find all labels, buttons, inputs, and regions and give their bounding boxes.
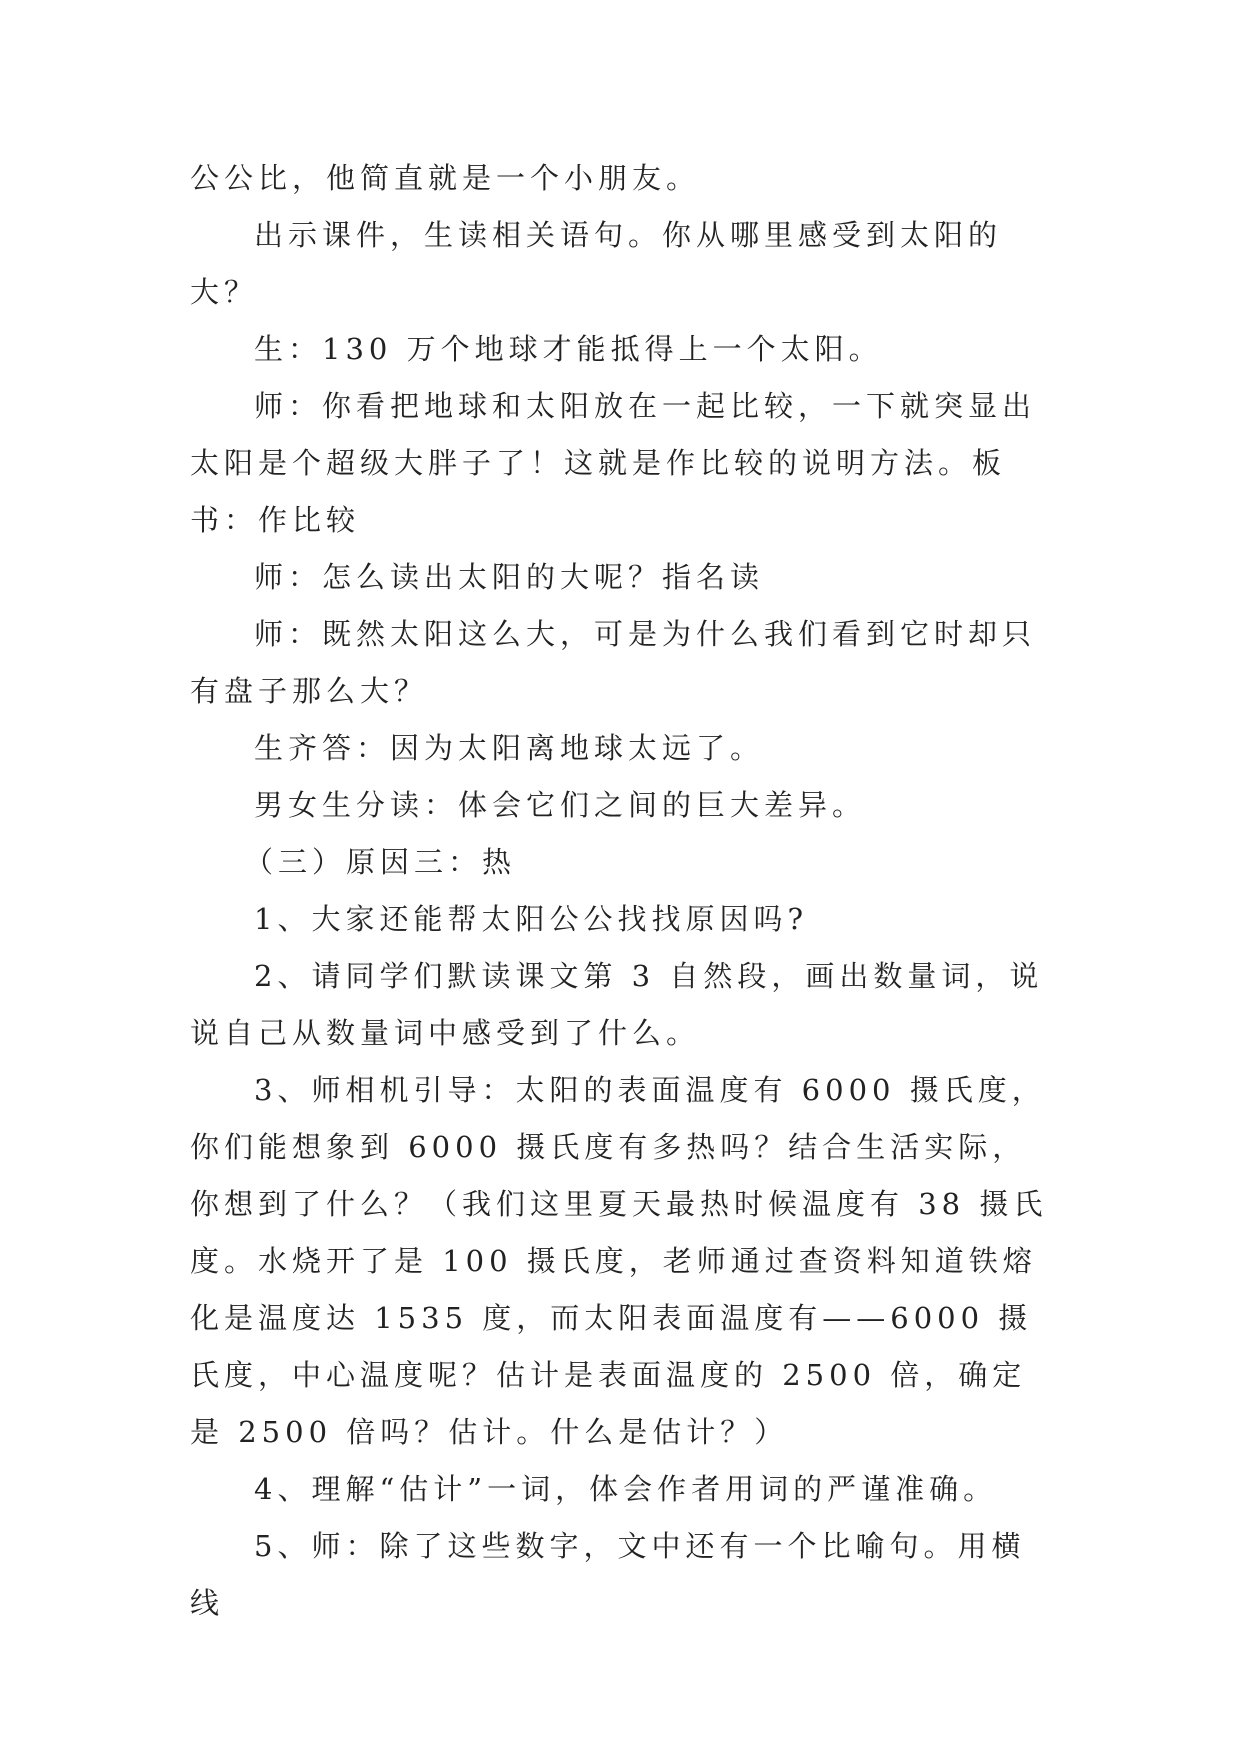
paragraph-6: 师：既然太阳这么大，可是为什么我们看到它时却只有盘子那么大？: [190, 617, 1037, 708]
paragraph-7: 生齐答：因为太阳离地球太远了。: [254, 731, 765, 765]
paragraph-3: 生：130 万个地球才能抵得上一个太阳。: [254, 332, 883, 366]
section-heading: （三）原因三：热: [244, 845, 517, 879]
paragraph-1: 公公比，他简直就是一个小朋友。: [190, 161, 701, 195]
document-body: [190, 150, 1050, 1632]
paragraph-8: 男女生分读：体会它们之间的巨大差异。: [254, 788, 867, 822]
paragraph-14: 5、师：除了这些数字，文中还有一个比喻句。用横线: [190, 1529, 1026, 1620]
paragraph-2: 出示课件，生读相关语句。你从哪里感受到太阳的大？: [190, 218, 1003, 309]
paragraph-10: 1、大家还能帮太阳公公找找原因吗?: [254, 902, 808, 936]
paragraph-4: 师：你看把地球和太阳放在一起比较，一下就突显出太阳是个超级大胖子了！这就是作比较的说明方法。板书：作比较: [190, 389, 1037, 537]
paragraph-13: 4、理解“估计”一词，体会作者用词的严谨准确。: [254, 1472, 998, 1506]
paragraph-12: 3、师相机引导：太阳的表面温度有 6000 摄氏度，你们能想象到 6000 摄氏度有多热吗？结合生活实际，你想到了什么？（我们这里夏天最热时候温度有 38 摄氏度。水烧开了是 100 摄氏度，老师通过查资料知道铁熔化是温度达 1535 度，而太阳表面温度有——6000 摄氏度，中心温度呢？估计是表面温度的 2500 倍，确定是 2500 倍吗？估计。什么是估计？）: [190, 1073, 1048, 1449]
paragraph-11: 2、请同学们默读课文第 3 自然段，画出数量词，说说自己从数量词中感受到了什么。: [190, 959, 1044, 1050]
paragraph-5: 师：怎么读出太阳的大呢？指名读: [254, 560, 765, 594]
